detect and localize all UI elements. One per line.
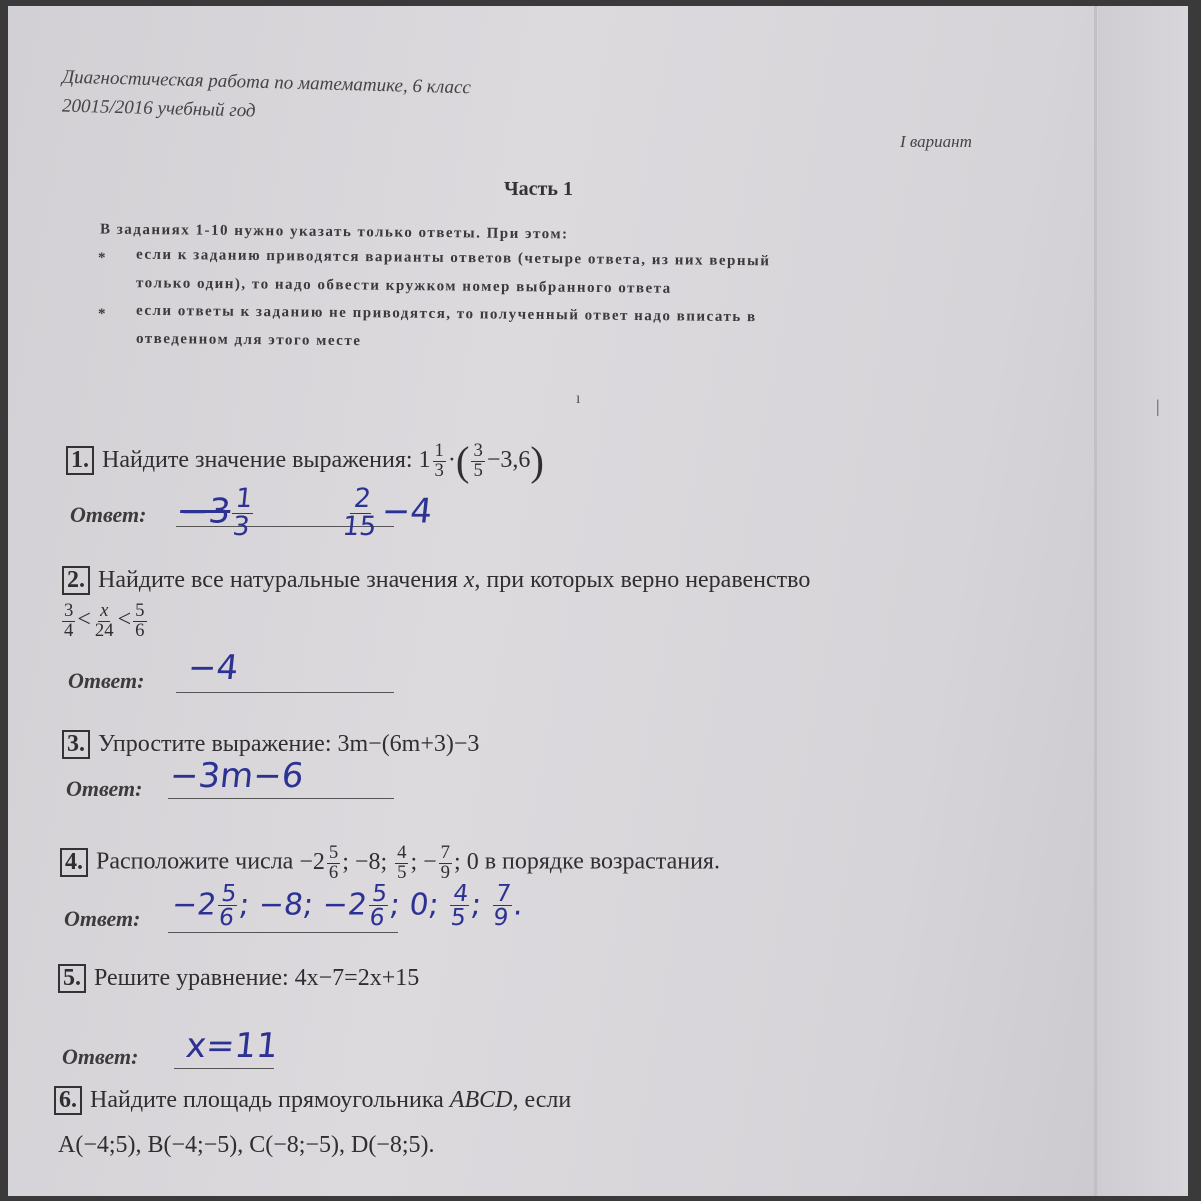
denominator: 9 [440, 861, 451, 883]
numerator: 1 [434, 440, 444, 462]
answer-line [168, 798, 394, 799]
numerator: 3 [64, 600, 74, 621]
instructions-bullet1-line2: только один), то надо обвести кружком номер выбранного ответа [135, 275, 672, 297]
denominator: 5 [449, 903, 468, 932]
numerator: 4 [397, 842, 407, 863]
expr-part: −2 [299, 848, 325, 875]
denominator: 3 [434, 460, 444, 481]
margin-mark: ı [576, 390, 581, 407]
task-text: Найдите площадь прямоугольника [90, 1087, 444, 1113]
denominator: 5 [397, 861, 407, 883]
handwritten-answer-2: −4 [185, 648, 241, 688]
task-3 [62, 730, 479, 759]
less-than: < [117, 606, 132, 633]
task-expression: 3m−(6m+3)−3 [337, 731, 480, 757]
hw-fraction [448, 879, 472, 932]
fraction [395, 844, 408, 882]
less-than: < [77, 606, 91, 633]
hw-part: ; −8; −2 [237, 887, 369, 923]
task-variable: ABCD [449, 1087, 513, 1113]
task-text-tail: в порядке возрастания. [484, 848, 720, 875]
answer-label: Ответ: [70, 502, 147, 527]
task-number: 5. [58, 964, 86, 993]
expr-part: ; − [410, 848, 437, 875]
numerator: 2 [352, 483, 373, 514]
hw-fraction [229, 483, 256, 542]
hw-part: −2 [170, 887, 219, 923]
answer-line [176, 692, 394, 693]
hw-fraction [216, 879, 240, 932]
denominator: 6 [328, 861, 339, 883]
denominator: 4 [64, 619, 74, 641]
instructions-bullet2-line2: отведенном для этого месте [135, 330, 362, 350]
hw-part: ; [469, 887, 493, 923]
denominator: 6 [368, 903, 387, 932]
numerator: 5 [220, 879, 238, 907]
handwritten-answer-3: −3m−6 [167, 756, 306, 796]
answer-label: Ответ: [64, 906, 141, 931]
variant-label: I вариант [900, 132, 972, 151]
numerator: 3 [473, 440, 483, 462]
expr-part: ; −8; [342, 848, 394, 875]
instructions-intro: В заданиях 1-10 нужно указать только ответы. При этом: [99, 221, 569, 243]
hw-part: . [511, 887, 526, 923]
fraction [62, 602, 75, 640]
instructions-bullet2-line1: если ответы к заданию не приводятся, то полученный ответ надо вписать в [135, 302, 757, 326]
task-text: Решите уравнение: [94, 965, 289, 991]
hw-fraction [366, 879, 390, 932]
hw-part: −3 [178, 491, 233, 532]
task-text: Найдите все натуральные значения [98, 567, 458, 593]
answer-label: Ответ: [66, 776, 143, 801]
numerator: 5 [370, 879, 389, 907]
instructions-bullet1-line1: если к заданию приводятся варианты ответов (четыре ответа, из них верный [135, 246, 771, 270]
fraction [93, 602, 116, 640]
numerator: 4 [452, 879, 470, 907]
header-title: Диагностическая работа по математике, 6 класс [61, 66, 472, 99]
answer-line [168, 932, 398, 933]
task-text-tail: , если [512, 1087, 572, 1113]
bullet-marker: * [98, 306, 106, 322]
answer-line [174, 1068, 274, 1069]
right-page [1098, 6, 1188, 1196]
handwritten-answer-4 [169, 879, 526, 932]
margin-mark: | [1156, 396, 1160, 416]
task-number: 1. [66, 446, 94, 475]
header-year: 20015/2016 учебный год [61, 95, 256, 122]
fraction [433, 442, 446, 480]
fraction [439, 844, 452, 882]
part-title: Часть 1 [504, 178, 573, 200]
task-expression [299, 842, 484, 883]
denominator: 5 [473, 460, 483, 481]
handwritten-answer-1b [337, 483, 435, 542]
task-number: 3. [62, 730, 90, 759]
worksheet-page [8, 6, 1188, 1196]
denominator: 6 [217, 903, 236, 932]
expr-whole: 1 [418, 447, 431, 474]
task-4 [60, 844, 720, 882]
denominator: 15 [341, 510, 379, 542]
expr-part: ; 0 [454, 848, 479, 875]
denominator: 3 [231, 510, 252, 542]
fraction [327, 844, 340, 882]
fraction [133, 602, 146, 640]
task-text: Найдите значение выражения: [102, 447, 413, 474]
task-variable: x [463, 567, 475, 593]
task-number: 4. [60, 848, 88, 877]
numerator: 7 [440, 842, 451, 863]
numerator: 5 [328, 842, 339, 863]
task-2-inequality [60, 602, 149, 640]
hw-fraction [490, 879, 514, 932]
handwritten-answer-1 [177, 483, 258, 542]
numerator: 1 [234, 483, 255, 514]
task-text-tail: , при которых верно неравенство [474, 567, 811, 593]
hw-part: ; 0; [388, 887, 451, 923]
task-expression: 4x−7=2x+15 [294, 965, 420, 991]
handwritten-answer-5: x=11 [183, 1026, 280, 1066]
numerator: x [100, 600, 109, 621]
hw-fraction [339, 483, 382, 542]
denominator: 6 [135, 619, 145, 641]
hw-part: −4 [379, 491, 435, 532]
denominator: 24 [94, 619, 114, 641]
numerator: 7 [494, 879, 513, 907]
task-1 [66, 438, 544, 485]
task-text: Упростите выражение: [98, 731, 332, 757]
task-6-points: A(−4;5), B(−4;−5), C(−8;−5), D(−8;5). [58, 1132, 435, 1158]
answer-label: Ответ: [62, 1044, 139, 1069]
fraction [471, 442, 484, 480]
task-6 [54, 1086, 571, 1115]
denominator: 9 [491, 903, 510, 932]
page-fold-edge [1094, 6, 1097, 1196]
task-5 [58, 964, 419, 993]
expr-tail: −3,6 [486, 447, 531, 474]
task-text: Расположите числа [96, 848, 294, 875]
task-2 [62, 566, 810, 595]
bullet-marker: * [98, 250, 106, 266]
task-number: 6. [54, 1086, 82, 1115]
answer-label: Ответ: [68, 668, 145, 693]
task-expression: 1 $\frac{1}{3}$ ·( $\frac{3}{5}$ −3,6) [418, 439, 544, 484]
task-number: 2. [62, 566, 90, 595]
numerator: 5 [135, 600, 145, 621]
